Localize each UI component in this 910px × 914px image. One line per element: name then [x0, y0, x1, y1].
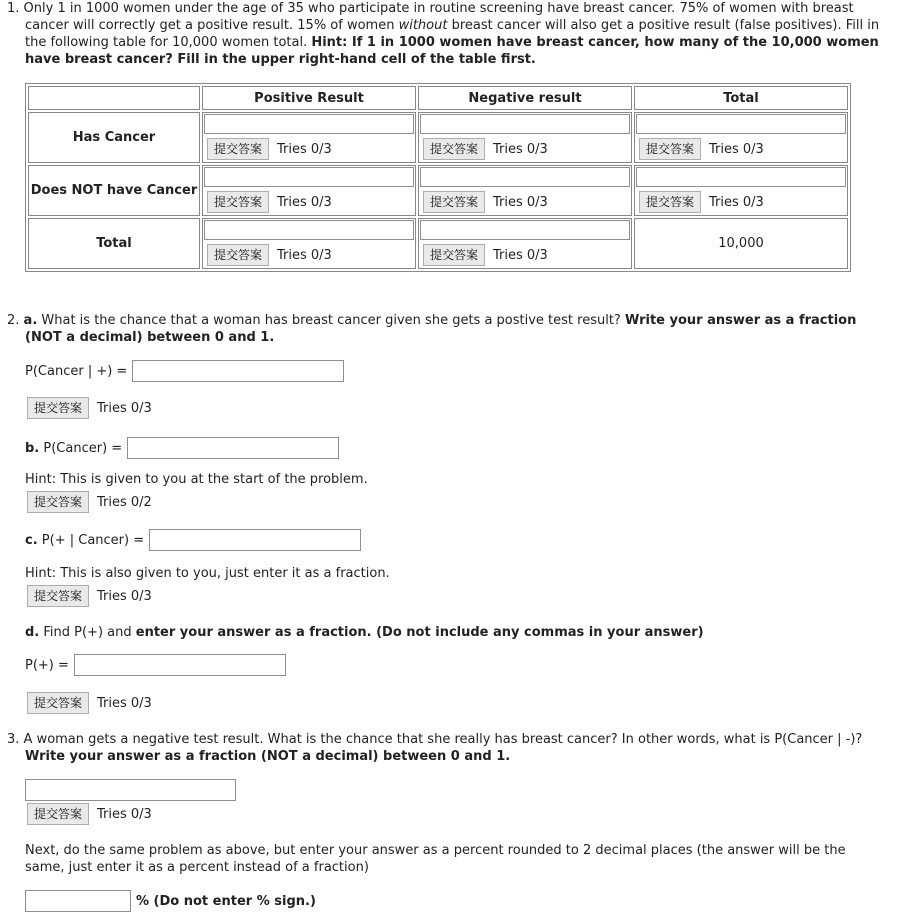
q1-line1: 1. Only 1 in 1000 women under the age of 35 who participate in routine screening have breast cancer. 75% of women with breast — [7, 1, 854, 16]
q1-line4: have breast cancer? Fill in the upper right-hand cell of the table first. — [25, 52, 536, 67]
submit-button[interactable]: 提交答案 — [207, 138, 269, 160]
contingency-table — [25, 83, 851, 272]
cell-cancer-total — [634, 112, 848, 163]
q2a-line1: 2. a. What is the chance that a woman has breast cancer given she gets a postive test result? Write your answer as a fraction — [7, 313, 857, 328]
cell-cancer-negative — [418, 112, 632, 163]
q3-percent-row — [25, 890, 316, 912]
header-positive: Positive Result — [202, 86, 416, 110]
q3-next-text — [25, 842, 905, 876]
answer-input-percent[interactable] — [25, 890, 131, 912]
submit-button[interactable]: 提交答案 — [423, 244, 485, 266]
q2d-text: d. Find P(+) and enter your answer as a fraction. (Do not include any commas in your answer) — [25, 625, 704, 640]
answer-input-nocancer-positive[interactable] — [204, 167, 414, 187]
q2a-line2: (NOT a decimal) between 0 and 1. — [25, 330, 275, 345]
q2d-input-label: P(+) = — [25, 657, 69, 673]
answer-input-nocancer-negative[interactable] — [420, 167, 630, 187]
cell-nocancer-total — [634, 165, 848, 216]
q2b-submit-row — [27, 491, 152, 513]
cell-nocancer-positive — [202, 165, 416, 216]
q1-line2: cancer will correctly get a positive result. 15% of women without breast cancer will also get a positive result (false positives). Fill in — [25, 18, 880, 33]
q2c-answer-row — [25, 529, 361, 551]
tries-counter: Tries 0/3 — [493, 247, 548, 263]
cell-total-positive — [202, 218, 416, 269]
q2c-hint: Hint: This is also given to you, just enter it as a fraction. — [25, 566, 390, 581]
q3-next-line1: Next, do the same problem as above, but enter your answer as a percent rounded to 2 decimal places (the answer will be the — [25, 843, 846, 858]
answer-input-p-positive[interactable] — [74, 654, 286, 676]
q2a-text — [7, 312, 907, 346]
answer-input-total-positive[interactable] — [204, 220, 414, 240]
q2b-answer-row — [25, 437, 339, 459]
tries-counter: Tries 0/3 — [493, 141, 548, 157]
cell-total-negative — [418, 218, 632, 269]
q3-line1: 3. A woman gets a negative test result. What is the chance that she really has breast cancer? In other words, what is P(Cancer | -)? — [7, 732, 863, 747]
answer-input-p-cancer[interactable] — [127, 437, 339, 459]
answer-input-nocancer-total[interactable] — [636, 167, 846, 187]
table-corner-cell — [28, 86, 200, 110]
q1-text — [7, 0, 907, 68]
percent-instruction: % (Do not enter % sign.) — [136, 893, 316, 909]
submit-button[interactable]: 提交答案 — [207, 244, 269, 266]
header-total: Total — [634, 86, 848, 110]
q2d-submit-row — [27, 692, 152, 714]
tries-counter: Tries 0/3 — [493, 194, 548, 210]
tries-counter: Tries 0/3 — [97, 588, 152, 604]
submit-button[interactable]: 提交答案 — [27, 803, 89, 825]
q2b-hint: Hint: This is given to you at the start of the problem. — [25, 472, 368, 487]
q2a-input-label: P(Cancer | +) = — [25, 363, 128, 379]
answer-input-p-cancer-given-negative[interactable] — [25, 779, 236, 801]
q3-next-line2: same, just enter it as a percent instead of a fraction) — [25, 860, 369, 875]
cell-cancer-positive — [202, 112, 416, 163]
submit-button[interactable]: 提交答案 — [27, 585, 89, 607]
submit-button[interactable]: 提交答案 — [639, 138, 701, 160]
tries-counter: Tries 0/2 — [97, 494, 152, 510]
tries-counter: Tries 0/3 — [97, 695, 152, 711]
q2a-submit-row — [27, 397, 152, 419]
submit-button[interactable]: 提交答案 — [27, 692, 89, 714]
q1-line3: the following table for 10,000 women total. Hint: If 1 in 1000 women have breast cancer, how many of the 10,000 women — [25, 35, 879, 50]
q2d-answer-row — [25, 654, 286, 676]
header-negative: Negative result — [418, 86, 632, 110]
tries-counter: Tries 0/3 — [709, 194, 764, 210]
answer-input-total-negative[interactable] — [420, 220, 630, 240]
answer-input-p-cancer-given-positive[interactable] — [132, 360, 344, 382]
answer-input-cancer-total[interactable] — [636, 114, 846, 134]
q2a-answer-row — [25, 360, 344, 382]
tries-counter: Tries 0/3 — [97, 806, 152, 822]
row-header-no-cancer: Does NOT have Cancer — [28, 165, 200, 216]
cell-nocancer-negative — [418, 165, 632, 216]
submit-button[interactable]: 提交答案 — [27, 397, 89, 419]
submit-button[interactable]: 提交答案 — [423, 191, 485, 213]
tries-counter: Tries 0/3 — [277, 141, 332, 157]
submit-button[interactable]: 提交答案 — [207, 191, 269, 213]
q2c-input-label: c. P(+ | Cancer) = — [25, 532, 145, 548]
tries-counter: Tries 0/3 — [709, 141, 764, 157]
answer-input-p-positive-given-cancer[interactable] — [149, 529, 361, 551]
tries-counter: Tries 0/3 — [277, 247, 332, 263]
q3-text — [7, 731, 907, 765]
grand-total-value: 10,000 — [634, 218, 848, 269]
q3-line2: Write your answer as a fraction (NOT a decimal) between 0 and 1. — [25, 749, 511, 764]
q2b-input-label: b. P(Cancer) = — [25, 440, 123, 456]
submit-button[interactable]: 提交答案 — [423, 138, 485, 160]
answer-input-cancer-positive[interactable] — [204, 114, 414, 134]
submit-button[interactable]: 提交答案 — [639, 191, 701, 213]
submit-button[interactable]: 提交答案 — [27, 491, 89, 513]
tries-counter: Tries 0/3 — [97, 400, 152, 416]
q2c-submit-row — [27, 585, 152, 607]
row-header-has-cancer: Has Cancer — [28, 112, 200, 163]
row-header-total: Total — [28, 218, 200, 269]
answer-input-cancer-negative[interactable] — [420, 114, 630, 134]
tries-counter: Tries 0/3 — [277, 194, 332, 210]
q3-submit-row — [27, 803, 152, 825]
